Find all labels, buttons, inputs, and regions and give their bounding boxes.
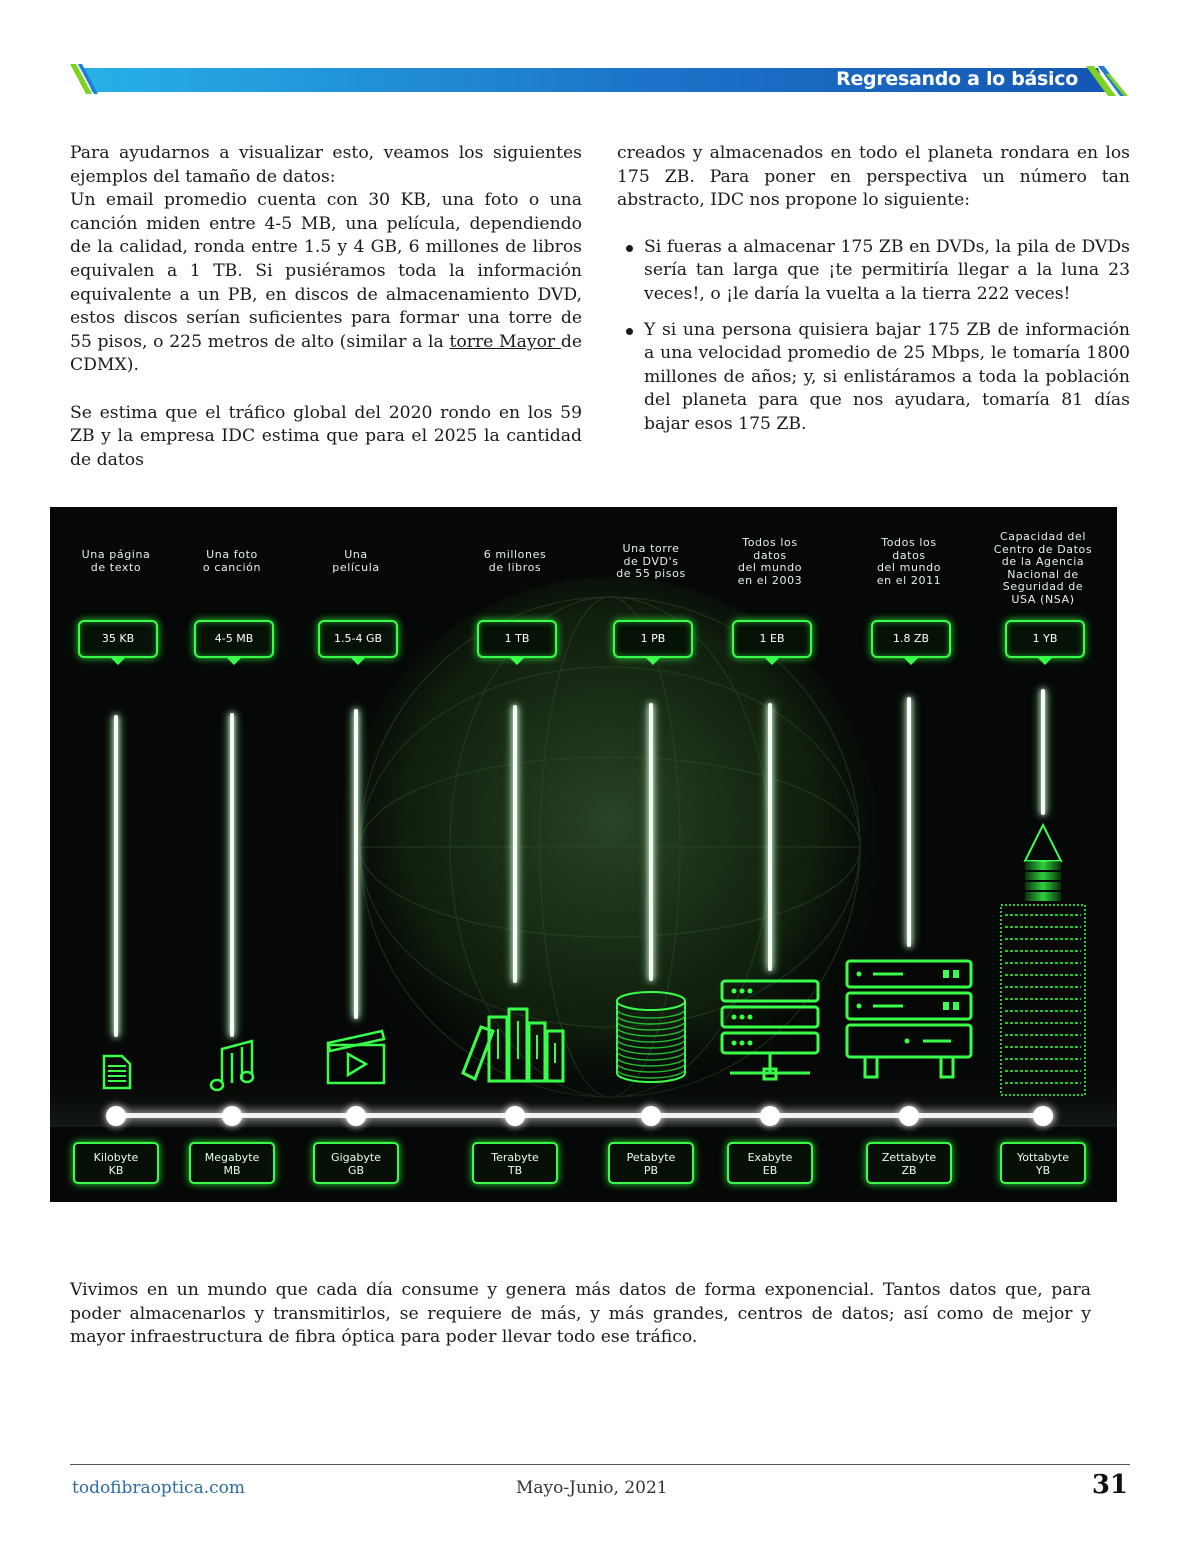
unit-name: Yottabyte <box>1017 1151 1069 1164</box>
unit-label <box>189 1142 275 1184</box>
right-column <box>617 142 1130 449</box>
item-caption: Una película <box>332 548 380 574</box>
item-caption: Todos los datos del mundo en el 2003 <box>737 536 803 587</box>
unit-abbreviation: EB <box>762 1163 778 1177</box>
clapperboard-icon <box>324 1025 388 1087</box>
timeline-node <box>106 1106 126 1126</box>
unit-label <box>727 1142 813 1184</box>
paragraph: Para ayudarnos a visualizar esto, veamos los siguientes ejemplos del tamaño de datos: <box>70 143 582 187</box>
size-badge: 1 EB <box>732 620 812 658</box>
timeline-node <box>1033 1106 1053 1126</box>
unit-label <box>866 1142 952 1184</box>
scale-line <box>907 697 911 947</box>
data-size-infographic <box>50 507 1117 1202</box>
paragraph: Se estima que el tráfico global del 2020 rondo en los 59 ZB y la empresa IDC estima que para el 2025 la cantidad de datos <box>70 402 582 470</box>
timeline-node <box>346 1106 366 1126</box>
torre-mayor-link[interactable]: torre Mayor <box>449 331 561 352</box>
unit-abbreviation: YB <box>1035 1163 1051 1177</box>
unit-label <box>608 1142 694 1184</box>
bullet-icon <box>626 328 633 335</box>
unit-label <box>472 1142 558 1184</box>
footer-divider <box>70 1464 1130 1465</box>
unit-abbreviation: MB <box>223 1163 241 1177</box>
unit-abbreviation: TB <box>507 1163 523 1177</box>
unit-abbreviation: ZB <box>901 1163 917 1177</box>
unit-label <box>73 1142 159 1184</box>
scale-line <box>354 709 358 1019</box>
item-caption: Una foto o canción <box>202 548 262 574</box>
scale-line <box>114 715 118 1037</box>
large-server-icon <box>843 957 975 1083</box>
bullet-text: Y si una persona quisiera bajar 175 ZB de información a una velocidad promedio de 25 Mbps, le tomaría 1800 millones de años; y, si enlistáramos a toda la población del planeta para que nos ayudara, tomaría 81 días bajar esos 175 ZB. <box>644 319 1130 434</box>
paragraph-text: Un email promedio cuenta con 30 KB, una foto o una canción miden entre 4-5 MB, una película, dependiendo de la calidad, ronda entre 1.5 y 4 GB, 6 millones de libros equivalen a 1 TB. Si pusiéramos toda la información equivalente a un PB, en discos de almacenamiento DVD, estos discos serían suficientes para formar una torre de 55 pisos, o 225 metros de alto (similar a la <box>70 190 582 352</box>
size-badge: 1 YB <box>1005 620 1085 658</box>
unit-label <box>313 1142 399 1184</box>
scale-line <box>649 703 653 981</box>
unit-name: Kilobyte <box>93 1151 139 1164</box>
size-badge: 1.5-4 GB <box>318 620 398 658</box>
size-badge: 35 KB <box>78 620 158 658</box>
size-badge: 4-5 MB <box>194 620 274 658</box>
unit-name: Petabyte <box>626 1151 676 1164</box>
unit-label <box>1000 1142 1086 1184</box>
paragraph-text: de CDMX). <box>70 331 583 376</box>
size-badge: 1 TB <box>477 620 557 658</box>
footer-issue-date: Mayo-Junio, 2021 <box>516 1478 668 1498</box>
item-caption: Una torre de DVD's de 55 pisos <box>616 542 686 581</box>
item-caption: Todos los datos del mundo en el 2011 <box>876 536 942 587</box>
datacenter-tower-icon <box>997 823 1089 1097</box>
server-rack-icon <box>718 977 822 1087</box>
bullet-text: Si fueras a almacenar 175 ZB en DVDs, la pila de DVDs sería tan larga que ¡te permitiría llegar a la luna 23 veces!, o ¡le daría la vuelta a la tierra 222 veces! <box>644 236 1130 304</box>
bullet-item <box>617 319 1130 437</box>
bullet-item <box>617 236 1130 307</box>
timeline-node <box>641 1106 661 1126</box>
unit-name: Megabyte <box>204 1151 260 1164</box>
unit-abbreviation: GB <box>347 1163 365 1177</box>
dvd-stack-icon <box>613 989 689 1085</box>
paragraph <box>70 189 582 378</box>
section-title: Regresando a lo básico <box>836 68 1078 90</box>
document-icon <box>102 1054 132 1090</box>
timeline-node <box>505 1106 525 1126</box>
bullet-list <box>617 236 1130 437</box>
item-caption: 6 millones de libros <box>483 548 547 574</box>
timeline-node <box>899 1106 919 1126</box>
item-caption: Una página de texto <box>81 548 151 574</box>
bullet-icon <box>626 245 633 252</box>
timeline-node <box>222 1106 242 1126</box>
unit-abbreviation: PB <box>643 1163 659 1177</box>
scale-line <box>230 713 234 1037</box>
size-badge: 1.8 ZB <box>871 620 951 658</box>
footer-site-link[interactable]: todofibraoptica.com <box>72 1478 245 1498</box>
left-column <box>70 142 582 472</box>
size-badge: 1 PB <box>613 620 693 658</box>
unit-name: Zettabyte <box>881 1151 937 1164</box>
books-icon <box>459 999 571 1085</box>
paragraph: creados y almacenados en todo el planeta rondara en los 175 ZB. Para poner en perspectiva un número tan abstracto, IDC nos propone lo siguiente: <box>617 143 1130 211</box>
closing-paragraph: Vivimos en un mundo que cada día consume y genera más datos de forma exponencial. Tantos datos que, para poder almacenarlos y transmitirlos, se requiere de más, y más grandes, centros de datos; así como de mejor y mayor infraestructura de fibra óptica para poder llevar todo ese tráfico. <box>70 1280 1091 1348</box>
unit-name: Gigabyte <box>331 1151 381 1164</box>
globe-background <box>50 507 1117 1202</box>
scale-line <box>1041 689 1045 815</box>
scale-line <box>768 703 772 971</box>
unit-abbreviation: KB <box>108 1163 124 1177</box>
scale-line <box>513 705 517 983</box>
unit-name: Terabyte <box>491 1151 539 1164</box>
item-caption: Capacidad del Centro de Datos de la Agencia Nacional de Seguridad de USA (NSA) <box>993 530 1093 606</box>
timeline-node <box>760 1106 780 1126</box>
unit-name: Exabyte <box>747 1151 793 1164</box>
music-notes-icon <box>208 1037 256 1093</box>
page-number: 31 <box>1091 1470 1128 1500</box>
